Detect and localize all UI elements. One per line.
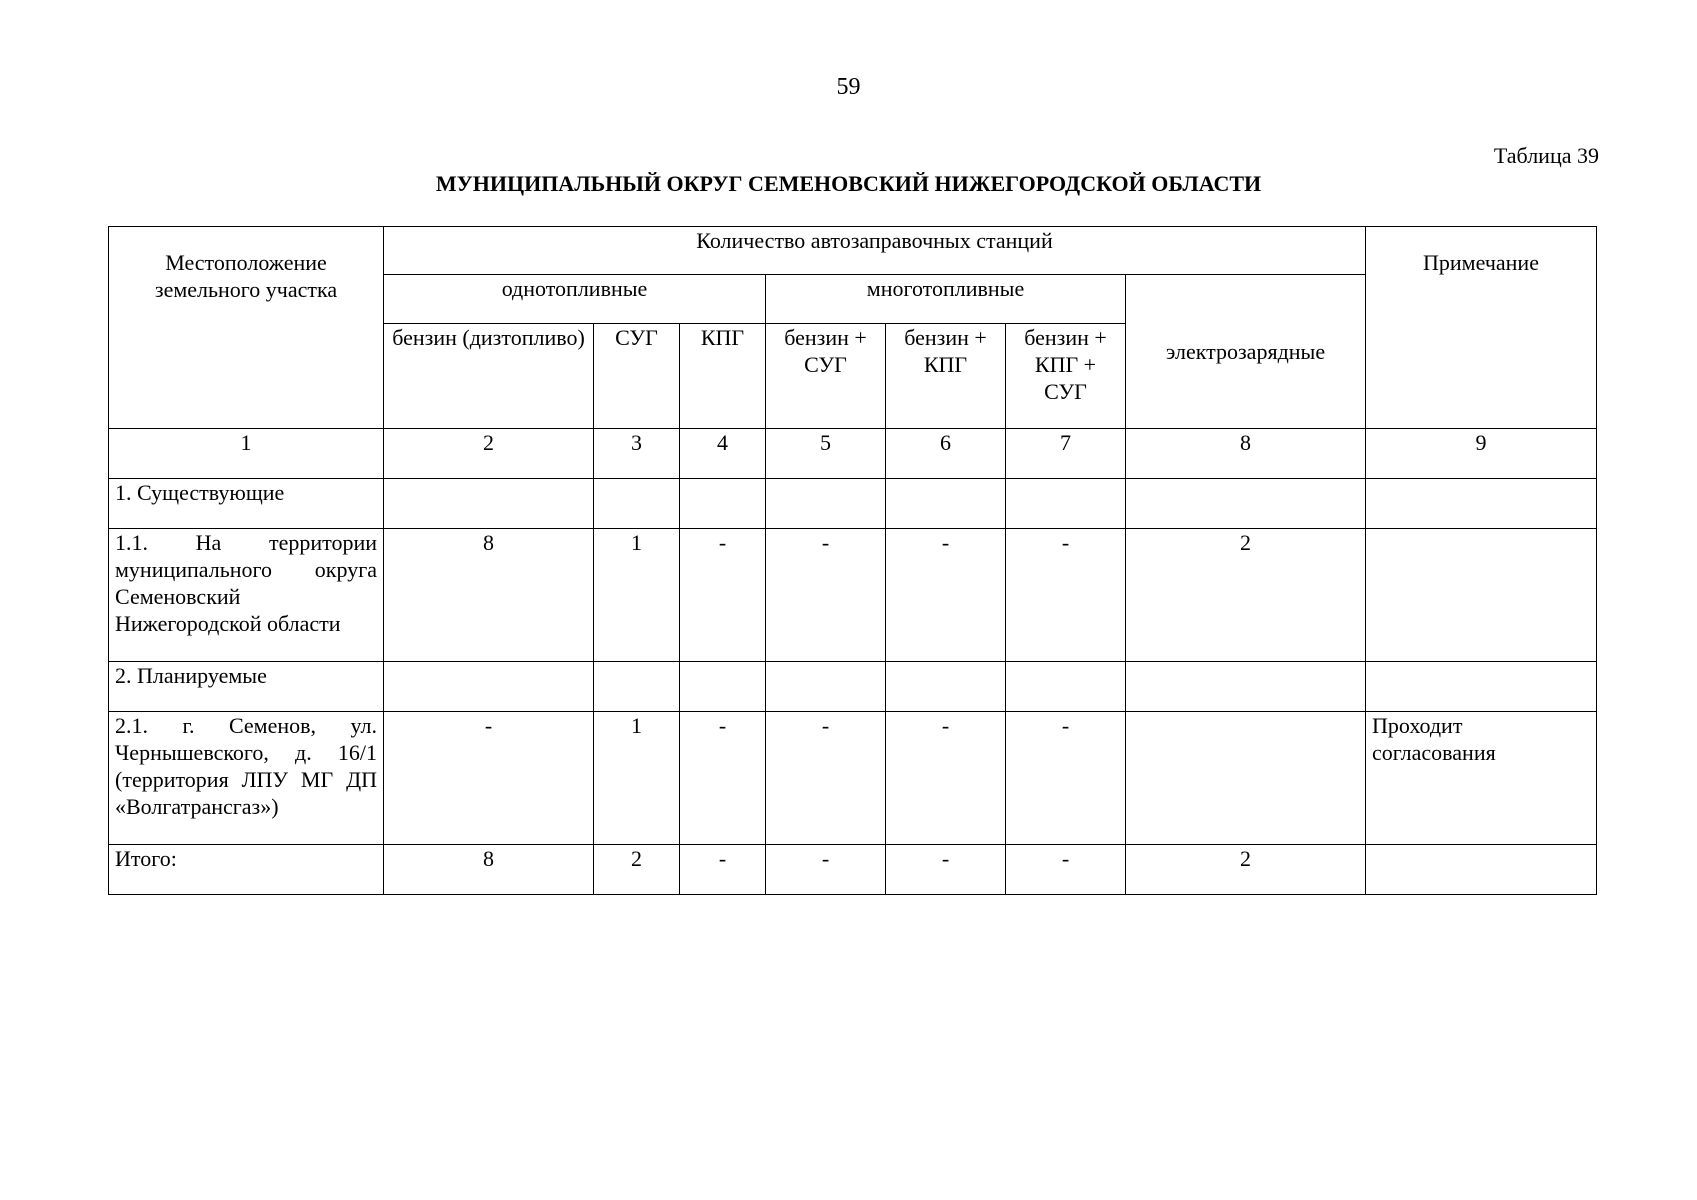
document-title: МУНИЦИПАЛЬНЫЙ ОКРУГ СЕМЕНОВСКИЙ НИЖЕГОРОДСКОЙ ОБЛАСТИ [435, 171, 1262, 196]
section-planned-label: 2. Планируемые [109, 662, 384, 712]
column-number: 2 [384, 429, 594, 479]
header-note: Примечание [1366, 227, 1597, 429]
column-number: 9 [1366, 429, 1597, 479]
row-value: - [680, 712, 766, 845]
row-value: 8 [384, 529, 594, 662]
section-existing-label: 1. Существующие [109, 479, 384, 529]
column-number: 1 [109, 429, 384, 479]
total-value: 2 [594, 845, 680, 895]
column-number: 7 [1006, 429, 1126, 479]
total-value: - [886, 845, 1006, 895]
column-number: 5 [766, 429, 886, 479]
row-value: - [680, 529, 766, 662]
gas-stations-table [108, 226, 1597, 895]
row-value: - [384, 712, 594, 845]
table-row [109, 712, 1597, 845]
header-electric: электрозарядные [1126, 275, 1366, 429]
row-value [1126, 712, 1366, 845]
header-petrol-cng: бензин + КПГ [886, 324, 1006, 429]
header-multi-fuel: многотопливные [766, 275, 1126, 324]
row-value: - [766, 529, 886, 662]
section-existing-row [109, 479, 1597, 529]
row-value: - [1006, 529, 1126, 662]
header-cng: КПГ [680, 324, 766, 429]
total-value: - [766, 845, 886, 895]
total-note [1366, 845, 1597, 895]
column-number: 6 [886, 429, 1006, 479]
table-label: Таблица 39 [1493, 143, 1599, 168]
row-value: 1 [594, 712, 680, 845]
column-number-row [109, 429, 1597, 479]
row-note: Проходит согласования [1366, 712, 1597, 845]
section-planned-row [109, 662, 1597, 712]
row-value: 1 [594, 529, 680, 662]
total-value: - [1006, 845, 1126, 895]
row-note [1366, 529, 1597, 662]
page-number: 59 [836, 74, 861, 100]
row-value: - [886, 529, 1006, 662]
row-location: 1.1. На территории муниципального округа Семеновский Нижегородской области [109, 529, 384, 662]
row-value: 2 [1126, 529, 1366, 662]
row-value: - [1006, 712, 1126, 845]
total-label: Итого: [109, 845, 384, 895]
header-single-fuel: однотопливные [384, 275, 766, 324]
header-petrol-lpg: бензин + СУГ [766, 324, 886, 429]
row-value: - [766, 712, 886, 845]
total-value: 8 [384, 845, 594, 895]
total-value: - [680, 845, 766, 895]
header-petrol-cng-lpg: бензин + КПГ + СУГ [1006, 324, 1126, 429]
header-lpg: СУГ [594, 324, 680, 429]
header-location: Местоположение земельного участка [109, 227, 384, 429]
header-station-count: Количество автозаправочных станций [384, 227, 1366, 275]
total-value: 2 [1126, 845, 1366, 895]
total-row [109, 845, 1597, 895]
table-row [109, 529, 1597, 662]
column-number: 8 [1126, 429, 1366, 479]
row-location: 2.1. г. Семенов, ул. Чернышевского, д. 16/1 (территория ЛПУ МГ ДП «Волгатрансгаз») [109, 712, 384, 845]
header-petrol: бензин (дизтопливо) [384, 324, 594, 429]
column-number: 4 [680, 429, 766, 479]
row-value: - [886, 712, 1006, 845]
column-number: 3 [594, 429, 680, 479]
